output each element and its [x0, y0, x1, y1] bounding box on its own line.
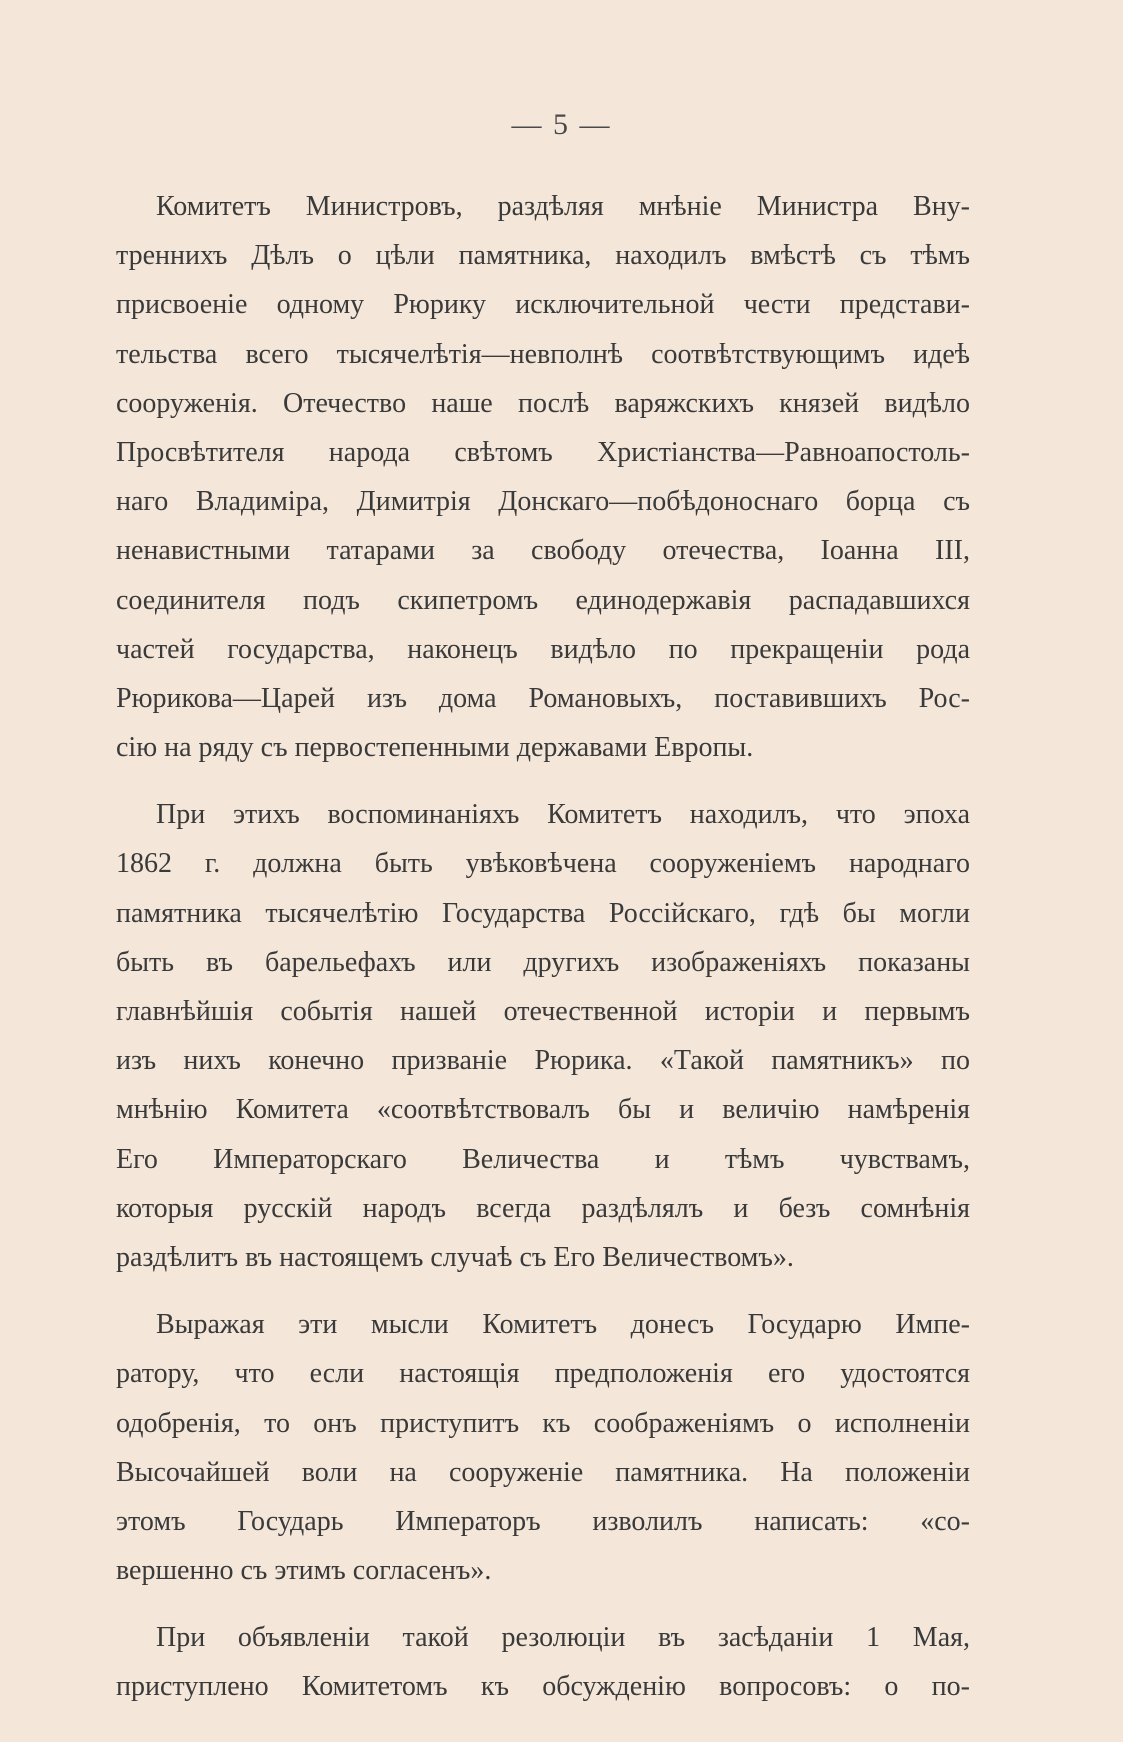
text-line: приступлено Комитетомъ къ обсужденію вопросовъ: о по-: [116, 1671, 970, 1703]
page-number: — 5 —: [511, 108, 612, 141]
paragraph-spacer: [116, 772, 970, 790]
body-text: [116, 182, 970, 1712]
paragraph-spacer: [116, 1595, 970, 1613]
paragraph: [116, 790, 970, 1282]
text-line: ратору, что если настоящія предположенія его удостоятся: [116, 1358, 970, 1390]
text-line: быть въ барельефахъ или другихъ изображеніяхъ показаны: [116, 946, 970, 978]
text-line: наго Владиміра, Димитрія Донскаго—побѣдоноснаго борца съ: [116, 486, 970, 518]
text-line: треннихъ Дѣлъ о цѣли памятника, находилъ вмѣстѣ съ тѣмъ: [116, 240, 970, 272]
text-line: Его Императорскаго Величества и тѣмъ чувствамъ,: [116, 1143, 970, 1175]
text-line: При этихъ воспоминаніяхъ Комитетъ находилъ, что эпоха: [156, 799, 970, 831]
text-line: памятника тысячелѣтію Государства Россійскаго, гдѣ бы могли: [116, 897, 970, 929]
text-line: раздѣлитъ въ настоящемъ случаѣ съ Его Величествомъ».: [116, 1241, 794, 1273]
text-line: изъ нихъ конечно призваніе Рюрика. «Такой памятникъ» по: [116, 1045, 970, 1077]
paragraph-spacer: [116, 1282, 970, 1300]
text-line: одобренія, то онъ приступитъ къ соображеніямъ о исполненіи: [116, 1407, 970, 1439]
text-line: сію на ряду съ первостепенными державами Европы.: [116, 732, 754, 764]
text-line: 1862 г. должна быть увѣковѣчена сооруженіемъ народнаго: [116, 848, 970, 880]
text-line: главнѣйшія событія нашей отечественной исторіи и первымъ: [116, 996, 970, 1027]
text-line: вершенно съ этимъ согласенъ».: [116, 1555, 492, 1587]
text-line: Комитетъ Министровъ, раздѣляя мнѣніе Министра Вну-: [156, 191, 970, 222]
text-line: тельства всего тысячелѣтія—невполнѣ соотвѣтствующимъ идеѣ: [116, 338, 970, 370]
text-line: сооруженія. Отечество наше послѣ варяжскихъ князей видѣло: [116, 387, 970, 419]
paragraph: [116, 1613, 970, 1711]
text-line: Высочайшей воли на сооруженіе памятника. На положеніи: [116, 1456, 970, 1488]
text-line: Выражая эти мысли Комитетъ донесъ Государю Импе-: [156, 1309, 970, 1341]
text-line: которыя русскій народъ всегда раздѣлялъ и безъ сомнѣнія: [116, 1192, 970, 1224]
text-line: присвоеніе одному Рюрику исключительной чести представи-: [116, 289, 970, 321]
text-line: При объявленіи такой резолюціи въ засѣданіи 1 Мая,: [156, 1622, 970, 1654]
paragraph: [116, 182, 970, 772]
text-line: ненавистными татарами за свободу отечества, Іоанна III,: [116, 535, 970, 567]
text-line: соединителя подъ скипетромъ единодержавія распадавшихся: [116, 584, 970, 616]
text-line: частей государства, наконецъ видѣло по прекращеніи рода: [116, 633, 970, 665]
text-line: мнѣнію Комитета «соотвѣтствовалъ бы и величію намѣренія: [116, 1094, 970, 1126]
text-line: Рюрикова—Царей изъ дома Романовыхъ, поставившихъ Рос-: [116, 682, 970, 714]
text-line: этомъ Государь Императоръ изволилъ написать: «со-: [116, 1505, 970, 1537]
text-line: Просвѣтителя народа свѣтомъ Христіанства—Равноапостоль-: [116, 436, 970, 468]
paragraph: [116, 1300, 970, 1595]
